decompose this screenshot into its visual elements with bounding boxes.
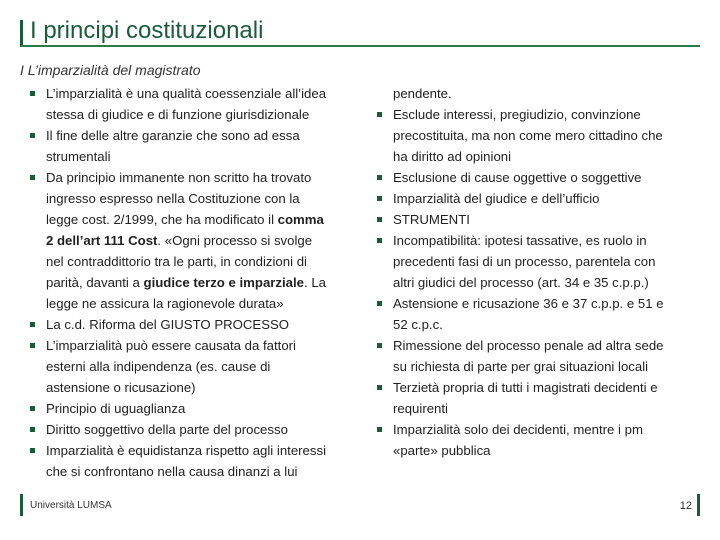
- list-item: Imparzialità è equidistanza rispetto agli interessi che si confrontano nella causa dinanzi a lui: [28, 440, 358, 482]
- list-item: Esclusione di cause oggettive o soggettive: [375, 167, 695, 188]
- right-column: [375, 83, 695, 461]
- bullet-icon: [30, 448, 35, 453]
- bullet-icon: [30, 133, 35, 138]
- bullet-icon: [377, 238, 382, 243]
- page-accent-bar: [697, 494, 700, 516]
- bullet-icon: [30, 322, 35, 327]
- bullet-icon: [377, 427, 382, 432]
- bullet-icon: [377, 343, 382, 348]
- list-item: Terzietà propria di tutti i magistrati decidenti e requirenti: [375, 377, 695, 419]
- bullet-icon: [30, 91, 35, 96]
- left-bullet-list: [28, 83, 358, 482]
- left-column: [28, 83, 358, 482]
- right-bullet-list: [375, 104, 695, 461]
- list-item: L’imparzialità può essere causata da fattori esterni alla indipendenza (es. cause di astensione o ricusazione): [28, 335, 358, 398]
- list-item: La c.d. Riforma del GIUSTO PROCESSO: [28, 314, 358, 335]
- footer-accent-bar: [20, 494, 23, 516]
- bullet-icon: [377, 217, 382, 222]
- list-item: Diritto soggettivo della parte del processo: [28, 419, 358, 440]
- title-accent-bar: [20, 20, 23, 46]
- page-number: 12: [679, 500, 692, 512]
- bullet-icon: [377, 385, 382, 390]
- bullet-icon: [30, 175, 35, 180]
- title-divider: [20, 45, 700, 47]
- bullet-icon: [30, 343, 35, 348]
- bullet-icon: [377, 301, 382, 306]
- bullet-icon: [377, 175, 382, 180]
- list-item: Astensione e ricusazione 36 e 37 c.p.p. e 51 e 52 c.p.c.: [375, 293, 695, 335]
- bullet-icon: [377, 112, 382, 117]
- list-item: STRUMENTI: [375, 209, 695, 230]
- footer-institution: Università LUMSA: [30, 500, 112, 511]
- list-item: Principio di uguaglianza: [28, 398, 358, 419]
- slide-title: I principi costituzionali: [30, 17, 264, 44]
- title-bar: [20, 12, 700, 48]
- list-item: Esclude interessi, pregiudizio, convinzione precostituita, ma non come mero cittadino che ha diritto ad opinioni: [375, 104, 695, 167]
- list-item: Da principio immanente non scritto ha trovato ingresso espresso nella Costituzione con la legge cost. 2/1999, che ha modificato il comma 2 dell’art 111 Cost. «Ogni processo si svolge nel contraddittorio tra le parti, in condizioni di parità, davanti a giudice terzo e imparziale. La legge ne assicura la ragionevole durata»: [28, 167, 358, 314]
- list-item: Imparzialità solo dei decidenti, mentre i pm «parte» pubblica: [375, 419, 695, 461]
- list-item: L’imparzialità è una qualità coessenziale all’idea stessa di giudice e di funzione giurisdizionale: [28, 83, 358, 125]
- list-item: Rimessione del processo penale ad altra sede su richiesta di parte per grai situazioni locali: [375, 335, 695, 377]
- bullet-icon: [30, 406, 35, 411]
- bullet-icon: [377, 196, 382, 201]
- list-item: Il fine delle altre garanzie che sono ad essa strumentali: [28, 125, 358, 167]
- slide-subtitle: I L’imparzialità del magistrato: [20, 62, 201, 78]
- continuation-text: pendente.: [393, 86, 452, 101]
- bullet-icon: [30, 427, 35, 432]
- list-item: Imparzialità del giudice e dell’ufficio: [375, 188, 695, 209]
- list-item: Incompatibilità: ipotesi tassative, es ruolo in precedenti fasi di un processo, parentela con altri giudici del processo (art. 34 e 35 c.p.p.): [375, 230, 695, 293]
